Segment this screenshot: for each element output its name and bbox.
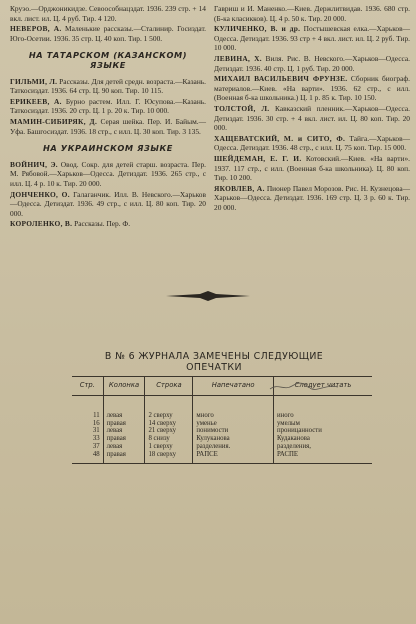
- errata-row: [72, 443, 372, 451]
- entry-author: ДОНЧЕНКО, О.: [10, 189, 70, 199]
- entry-text: Галаганчик. Илл. В. Невского.—Харьков—Одесса. Детиздат. 1936. 49 стр., с илл. Ц. 80 коп. Тир. 20 000.: [10, 189, 206, 218]
- cell-should-read: разделения,: [277, 442, 311, 450]
- entry-author: НЕВЕРОВ, А.: [10, 24, 62, 34]
- section-heading-tatar: НА ТАТАРСКОМ (КАЗАНСКОМ) ЯЗЫКЕ: [28, 50, 188, 70]
- entry-text: Маленькие рассказы.—Сталинир. Госиздат. Юго-Осетии. 1936. 35 стр. Ц. 40 коп. Тир. 1 500.: [10, 24, 206, 43]
- entry-text: Гавриш и И. Маненко.—Киев. Держлитвидав. 1936. 680 стр. (Б-ка класикков). Ц. 4 р. 50 к. Тир. 20 000.: [214, 4, 410, 23]
- cell-column: правая: [103, 451, 145, 463]
- bibliography-entry: [10, 219, 206, 229]
- entry-text: Постышевская елка.—Харьков—Одесса. Детиздат. 1936. 93 стр + 4 вкл. лист. ил. Ц. 2 руб. Тир. 10 000.: [214, 24, 410, 53]
- bibliography-entry: [10, 77, 206, 96]
- entry-author: ГИЛЬМИ, Л.: [10, 76, 58, 86]
- entry-text: Овод. Сокр. для детей старш. возраста. Пер. М. Рябовой.—Харьков—Одесса. Детиздат. 1936. 265 стр., с илл. Ц. 4 р. 10 к. Тир. 20 000.: [10, 159, 206, 188]
- cell-should-read: умелым: [277, 419, 300, 427]
- errata-row: [72, 420, 372, 428]
- entry-text: Тайга.—Харьков—Одесса. Детиздат. 1936. 48 стр., с илл. Ц. 75 коп. Тир. 15 000.: [214, 133, 411, 153]
- cell-page: 11: [72, 395, 103, 419]
- section-heading-ukrainian: НА УКРАИНСКОМ ЯЗЫКЕ: [42, 143, 174, 154]
- cell-should-read: иного: [277, 411, 294, 419]
- cell-column: левая: [103, 427, 145, 435]
- header-page: Стр.: [72, 377, 103, 396]
- header-line: Строка: [145, 377, 193, 396]
- entry-author: ЕРИКЕЕВ, А.: [10, 96, 62, 106]
- bibliography-entry: [214, 104, 410, 133]
- entry-author: МАМИН-СИБИРЯК, Д.: [10, 116, 98, 126]
- entry-text: Серая шейка. Пер. И. Байым.—Уфа. Башгосиздат. 1936. 18 стр., с илл. Ц. 30 коп. Тир. 3 135.: [10, 116, 206, 136]
- header-should-read: Следует читать: [274, 377, 373, 396]
- cell-printed: много: [193, 395, 274, 419]
- bibliography-entry: [10, 190, 206, 219]
- cell-printed: Кулуканова: [193, 435, 274, 443]
- entry-author: ЯКОВЛЕВ, А.: [214, 183, 265, 193]
- bibliography-entry: [10, 97, 206, 116]
- errata-title: [100, 351, 328, 373]
- bibliography-entry: [214, 74, 410, 103]
- cell-line: 1 сверху: [145, 443, 193, 451]
- bibliography-entry: [214, 24, 410, 53]
- entry-text: Виля. Рис. В. Невского.—Харьков—Одесса. Детиздат. 1936. 40 стр. Ц. 1 руб. Тир. 20 000.: [214, 53, 410, 73]
- entry-author: КУЛИЧЕНКО, В. и др.: [214, 24, 301, 34]
- cell-column: правая: [103, 420, 145, 428]
- cell-page: 37: [72, 443, 103, 451]
- left-column: [10, 4, 206, 230]
- cell-should-read: РАСПЕ: [274, 451, 373, 463]
- entry-author: КОРОЛЕНКО, В.: [10, 219, 73, 229]
- cell-printed: уменье: [193, 420, 274, 428]
- bibliography-entry: [214, 154, 410, 183]
- entry-text: Кавказский пленник.—Харьков—Одесса. Детиздат. 1936. 30 стр. + 4 вкл. лист. ил. Ц. 80 коп. Тир. 20 000.: [214, 103, 410, 133]
- cell-printed: разделения.: [193, 443, 274, 451]
- cell-line: 2 сверху: [145, 395, 193, 419]
- entry-author: ШЕЙДЕМАН, Е. Г. И.: [214, 153, 302, 163]
- errata-body: [72, 395, 372, 463]
- errata-row: [72, 435, 372, 443]
- cell-column: левая: [103, 443, 145, 451]
- entry-text: Сборник биограф. материалов.—Киев. «На варти». 1936. 62 стр., с илл. (Военная б-ка школьника.) Ц. 1 р. 85 к. Тир. 10 150.: [214, 74, 410, 103]
- bibliography-entry: [10, 117, 206, 136]
- cell-printed: РАПСЕ: [193, 451, 274, 463]
- entry-author: ЛЕВИНА, Х.: [214, 53, 262, 63]
- cell-page: 48: [72, 451, 103, 463]
- bibliography-entry: [214, 54, 410, 73]
- bibliography-entry: [214, 4, 410, 23]
- cell-line: 18 сверху: [145, 451, 193, 463]
- entry-author: МИХАИЛ ВАСИЛЬЕВИЧ ФРУНЗЕ.: [214, 74, 348, 84]
- errata-title-line1: В № 6 ЖУРНАЛА ЗАМЕЧЕНЫ СЛЕДУЮЩИЕ: [104, 351, 324, 362]
- cell-column: правая: [103, 435, 145, 443]
- entry-author: ХАЩЕВАТСКИЙ, М. и СИТО, Ф.: [214, 133, 346, 143]
- pencil-scribble: [268, 381, 340, 393]
- entry-text: Бурно растем. Илл. Г. Юсупова.—Казань. Таткосиздат. 1936. 20 стр. Ц. 1 р. 20 к. Тир. 10 000.: [10, 96, 206, 116]
- bibliography-entry: [10, 160, 206, 189]
- errata-row: [72, 395, 372, 419]
- entry-text: Пионер Павел Морозов. Рис. Н. Кузнецова—Харьков—Одесса. Детиздат. 1936. 169 стр. Ц. 3 р. 60 к. Тир. 20 000.: [214, 183, 410, 212]
- entry-text: Рассказы. Для детей средн. возраста.—Казань. Таткосиздат. 1936. 64 стр. Ц. 90 коп. Тир. 10 115.: [10, 76, 206, 96]
- entry-text: Котовский.—Киев. «На варти». 1937. 117 стр., с илл. (Военная б-ка школьника). Ц. 80 коп. Тир. 10 200.: [214, 153, 410, 183]
- errata-row: [72, 451, 372, 463]
- cell-line: 8 снизу: [145, 435, 193, 443]
- cell-page: 33: [72, 435, 103, 443]
- cell-line: 14 сверху: [145, 420, 193, 428]
- bibliography-entry: [214, 184, 410, 213]
- cell-should-read: проницанности: [277, 427, 322, 435]
- cell-should-read: Кудаканова: [277, 435, 310, 443]
- bibliography-entry: [10, 4, 206, 23]
- entry-author: ТОЛСТОЙ, Л.: [214, 103, 270, 113]
- right-column: [214, 4, 410, 213]
- ornament-divider: [166, 291, 250, 301]
- errata-row: [72, 427, 372, 435]
- cell-line: 21 сверху: [145, 427, 193, 435]
- bibliography-entry: [214, 134, 410, 153]
- cell-column: левая: [103, 395, 145, 419]
- cell-printed: понимости: [193, 427, 274, 435]
- errata-title-line2: ОПЕЧАТКИ: [186, 362, 242, 373]
- entry-author: ВОЙНИЧ, Э.: [10, 159, 58, 169]
- header-printed: Напечатано: [193, 377, 274, 396]
- bibliography-entry: [10, 24, 206, 43]
- entry-text: Круэо.—Орджоникидзе. Севоособнацздат. 1936. 239 стр. + 14 вкл. лист. ил. Ц. 4 руб. Тир. 4 120.: [10, 4, 206, 23]
- cell-page: 16: [72, 420, 103, 428]
- cell-page: 31: [72, 427, 103, 435]
- header-column: Колонка: [103, 377, 145, 396]
- entry-text: Рассказы. Пер. Ф.: [72, 219, 131, 229]
- bibliography-columns: [8, 4, 410, 286]
